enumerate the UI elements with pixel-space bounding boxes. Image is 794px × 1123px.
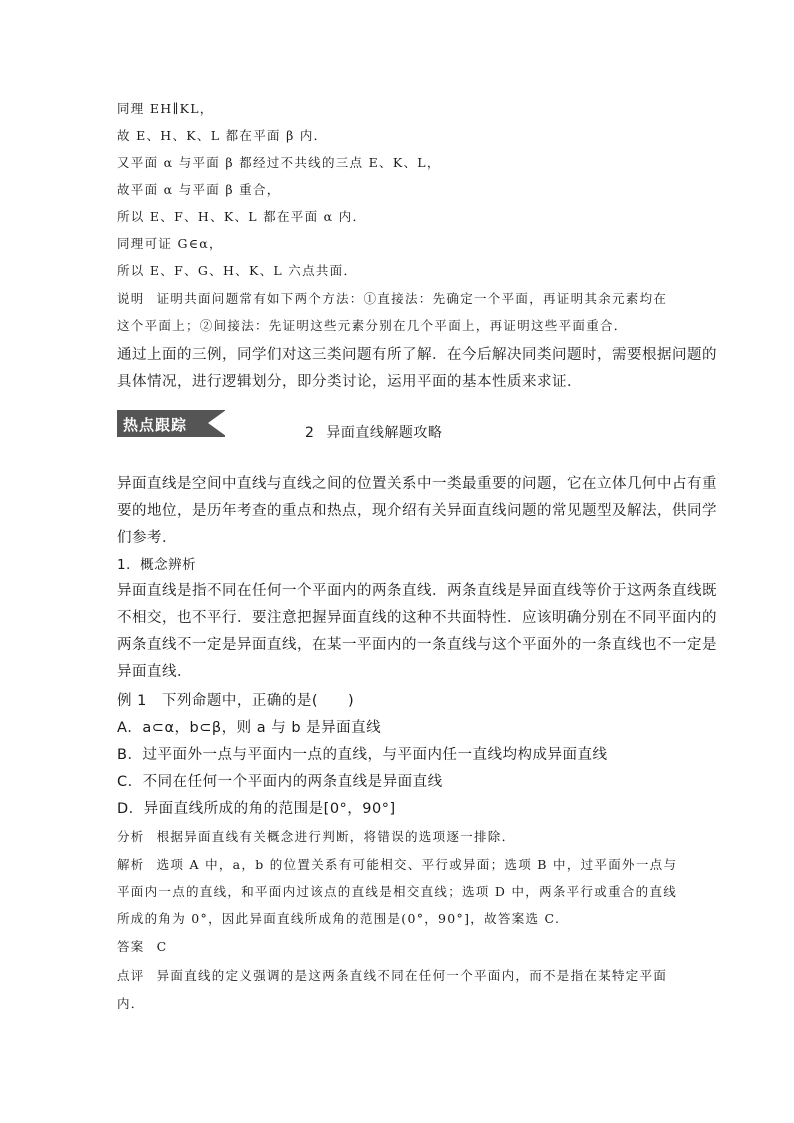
option-d: D．异面直线所成的角的范围是[0°，90°]: [117, 801, 396, 817]
analysis-label: 分析: [117, 829, 145, 844]
intro-line-1: 异面直线是空间中直线与直线之间的位置关系中一类最重要的问题，它在立体几何中占有重: [117, 476, 717, 492]
proof-line-3: 又平面 α 与平面 β 都经过不共线的三点 E、K、L，: [117, 155, 441, 170]
analysis-text: 根据异面直线有关概念进行判断，将错误的选项逐一排除．: [156, 829, 516, 844]
option-a: A．a⊂α，b⊂β，则 a 与 b 是异面直线: [117, 720, 382, 736]
section-number: 2: [305, 425, 315, 441]
answer-label: 答案: [117, 939, 145, 954]
answer-value: C: [156, 939, 168, 954]
solution-label: 解析: [117, 857, 145, 872]
analysis-line: [117, 827, 515, 845]
proof-line-4: 故平面 α 与平面 β 重合，: [117, 182, 281, 197]
section-title-text: 异面直线解题攻略: [326, 425, 443, 441]
note-line-1: [117, 289, 667, 307]
answer-line: [117, 937, 167, 955]
intro-line-3: 们参考．: [117, 530, 177, 546]
solution-line-1: [117, 855, 677, 873]
option-c: C．不同在任何一个平面内的两条直线是异面直线: [117, 774, 443, 790]
summary-line-2: 具体情况，进行逻辑划分，即分类讨论，运用平面的基本性质来求证．: [117, 374, 582, 390]
note-text-1: 证明共面问题常有如下两个方法：①直接法：先确定一个平面，再证明其余元素均在: [156, 291, 668, 306]
intro-line-2: 要的地位，是历年考查的重点和热点，现介绍有关异面直线问题的常见题型及解法，供同学: [117, 503, 717, 519]
solution-line-3: 所成的角为 0°，因此异面直线所成角的范围是(0°，90°]，故答案选 C.: [117, 911, 561, 926]
comment-text-1: 异面直线的定义强调的是这两条直线不同在任何一个平面内，而不是指在某特定平面: [156, 968, 668, 983]
concept-line-4: 异面直线．: [117, 664, 192, 680]
summary-line-1: 通过上面的三例，同学们对这三类问题有所了解．在今后解决同类问题时，需要根据问题的: [117, 347, 717, 363]
comment-label: 点评: [117, 968, 145, 983]
concept-line-3: 两条直线不一定是异面直线，在某一平面内的一条直线与这个平面外的一条直线也不一定是: [117, 637, 717, 653]
concept-heading: 1．概念辨析: [117, 557, 197, 573]
comment-line-1: [117, 966, 667, 984]
comment-line-2: 内．: [117, 996, 145, 1011]
proof-line-2: 故 E、H、K、L 都在平面 β 内．: [117, 128, 328, 143]
proof-line-6: 同理可证 G∈α，: [117, 236, 223, 251]
concept-line-2: 不相交，也不平行．要注意把握异面直线的这种不共面特性．应该明确分别在不同平面内的: [117, 610, 717, 626]
concept-line-1: 异面直线是指不同在任何一个平面内的两条直线．两条直线是异面直线等价于这两条直线既: [117, 583, 717, 599]
example-stem: 例 1 下列命题中，正确的是( ): [117, 693, 355, 709]
section-title: [305, 422, 442, 442]
option-b: B．过平面外一点与平面内一点的直线，与平面内任一直线均构成异面直线: [117, 747, 608, 763]
note-label: 说明: [117, 291, 145, 306]
proof-line-7: 所以 E、F、G、H、K、L 六点共面．: [117, 263, 358, 278]
solution-text-1: 选项 A 中，a，b 的位置关系有可能相交、平行或异面；选项 B 中，过平面外一点与: [156, 857, 678, 872]
proof-line-1: 同理 EH∥KL，: [117, 101, 214, 116]
proof-line-5: 所以 E、F、H、K、L 都在平面 α 内．: [117, 209, 367, 224]
solution-line-2: 平面内一点的直线，和平面内过该点的直线是相交直线；选项 D 中，两条平行或重合的直线: [117, 884, 678, 899]
section-banner-notch: [208, 410, 226, 436]
section-banner-label: 热点跟踪: [123, 416, 188, 434]
note-line-2: 这个平面上；②间接法：先证明这些元素分别在几个平面上，再证明这些平面重合．: [117, 318, 628, 333]
